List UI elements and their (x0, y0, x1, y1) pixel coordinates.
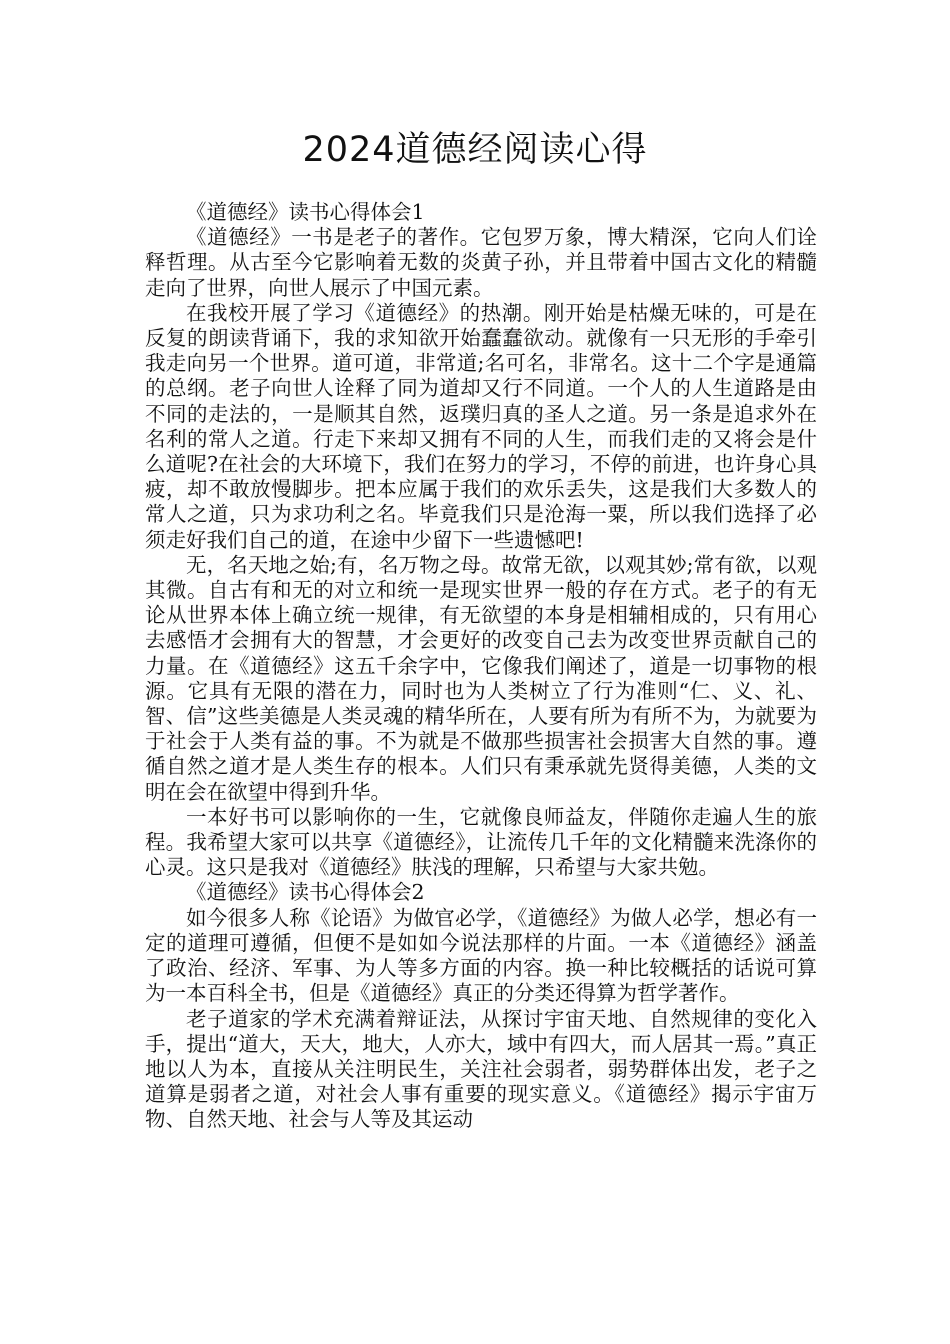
section-heading-2: 《道德经》读书心得体会2 (186, 880, 425, 905)
paragraph: 在我校开展了学习《道德经》的热潮。刚开始是枯燥无味的，可是在反复的朗读背诵下，我的求知欲开始蠢蠢欲动。就像有一只无形的手牵引我走向另一个世界。道可道，非常道;名可名，非常名。这十二个字是通篇的总纲。老子向世人诠释了同为道却又行不同道。一个人的人生道路是由不同的走法的，一是顺其自然，返璞归真的圣人之道。另一条是追求外在名利的常人之道。行走下来却又拥有不同的人生，而我们走的又将会是什么道呢?在社会的大环境下，我们在努力的学习，不停的前进，也许身心具疲，却不敢放慢脚步。把本应属于我们的欢乐丢失，这是我们大多数人的常人之道，只为求功利之名。毕竟我们只是沧海一粟，所以我们选择了必须走好我们自己的道，在途中少留下一些遗憾吧! (145, 300, 817, 552)
paragraph: 老子道家的学术充满着辩证法，从探讨宇宙天地、自然规律的变化入手，提出“道大，天大，地大，人亦大，域中有四大，而人居其一焉。”真正地以人为本，直接从关注明民生，关注社会弱者，弱势群体出发，老子之道算是弱者之道，对社会人事有重要的现实意义。《道德经》揭示宇宙万物、自然天地、社会与人等及其运动 (145, 1006, 817, 1132)
document-body (145, 200, 817, 1133)
paragraph: 无，名天地之始;有，名万物之母。故常无欲，以观其妙;常有欲，以观其微。自古有和无的对立和统一是现实世界一般的存在方式。老子的有无论从世界本体上确立统一规律，有无欲望的本身是相辅相成的，只有用心去感悟才会拥有大的智慧，才会更好的改变自己去为改变世界贡献自己的力量。在《道德经》这五千余字中，它像我们阐述了，道是一切事物的根源。它具有无限的潜在力，同时也为人类树立了行为准则“仁、义、礼、智、信”这些美德是人类灵魂的精华所在，人要有所为有所不为，为就要为于社会于人类有益的事。不为就是不做那些损害社会损害大自然的事。遵循自然之道才是人类生存的根本。人们只有秉承就先贤得美德，人类的文明在会在欲望中得到升华。 (145, 552, 817, 804)
paragraph: 一本好书可以影响你的一生，它就像良师益友，伴随你走遍人生的旅程。我希望大家可以共享《道德经》，让流传几千年的文化精髓来洗涤你的心灵。这只是我对《道德经》肤浅的理解，只希望与大家共勉。 (145, 804, 817, 880)
document-title: 2024道德经阅读心得 (302, 130, 648, 170)
section-heading-1: 《道德经》读书心得体会1 (186, 200, 425, 224)
paragraph: 如今很多人称《论语》为做官必学，《道德经》为做人必学，想必有一定的道理可遵循，但便不是如如今说法那样的片面。一本《道德经》涵盖了政治、经济、军事、为人等多方面的内容。换一种比较概括的话说可算为一本百科全书，但是《道德经》真正的分类还得算为哲学著作。 (145, 905, 817, 1006)
paragraph: 《道德经》一书是老子的著作。它包罗万象，博大精深，它向人们诠释哲理。从古至今它影响着无数的炎黄子孙，并且带着中国古文化的精髓走向了世界，向世人展示了中国元素。 (145, 225, 817, 300)
